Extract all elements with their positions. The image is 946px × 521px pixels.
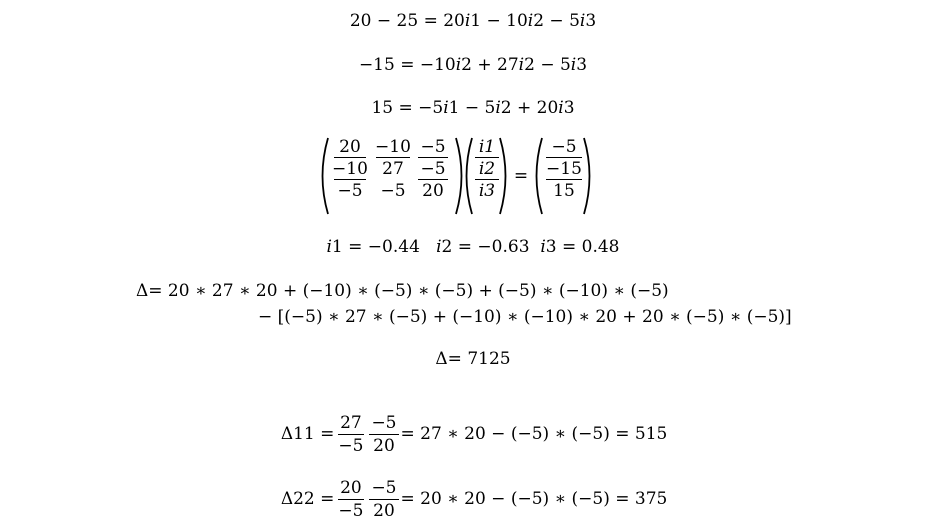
left-paren-icon (316, 136, 330, 216)
cell: −5 (338, 436, 364, 456)
solution-line: 𝑖1 = −0.44 𝑖2 = −0.63 𝑖3 = 0.48 (326, 237, 620, 257)
delta-expansion-line-1: Δ= 20 ∗ 27 ∗ 20 + (−10) ∗ (−5) ∗ (−5) + (−5) ∗ (−10) ∗ (−5) (136, 281, 669, 301)
left-paren-icon (530, 136, 544, 216)
rhs-value: −15 (546, 159, 582, 179)
delta11-label: Δ11 = (280, 424, 335, 444)
delta22-col2 (369, 478, 398, 521)
cell: −5 (371, 413, 397, 433)
matrix-equation (316, 136, 598, 216)
cell: 20 (373, 436, 395, 456)
right-paren-icon (582, 136, 596, 216)
delta-value: Δ= 7125 (435, 349, 511, 369)
delta11-col2 (369, 413, 398, 456)
vector-var: 𝑖3 (478, 181, 496, 201)
equation-1: 20 − 25 = 20𝑖1 − 10𝑖2 − 5𝑖3 (349, 11, 597, 31)
cell: −5 (371, 478, 397, 498)
cell: 20 (340, 478, 362, 498)
cell: −5 (338, 501, 364, 521)
vector-var: 𝑖2 (478, 159, 496, 179)
delta22-label: Δ22 = (280, 489, 335, 509)
matrix-cell: 20 (422, 181, 444, 201)
matrix-cell: −5 (337, 181, 363, 201)
rhs-value: 15 (553, 181, 575, 201)
matrix-cell: −10 (375, 137, 411, 157)
cell: 20 (373, 501, 395, 521)
rhs-value: −5 (551, 137, 577, 157)
matrix-cell: −5 (420, 159, 446, 179)
delta11-result: = 27 ∗ 20 − (−5) ∗ (−5) = 515 (400, 424, 668, 444)
matrix-cell: 20 (339, 137, 361, 157)
matrix-cell: −10 (332, 159, 368, 179)
delta22-result: = 20 ∗ 20 − (−5) ∗ (−5) = 375 (400, 489, 668, 509)
matrix-cell: −5 (420, 137, 446, 157)
equation-3: 15 = −5𝑖1 − 5𝑖2 + 20𝑖3 (371, 98, 575, 118)
equation-2: −15 = −10𝑖2 + 27𝑖2 − 5𝑖3 (358, 55, 588, 75)
cell: 27 (340, 413, 362, 433)
delta22-col1 (336, 478, 365, 521)
delta11-col1 (336, 413, 365, 456)
delta11-row (270, 393, 667, 456)
matrix-cell: −5 (380, 181, 406, 201)
equals-sign: = (513, 166, 529, 186)
vector-var: 𝑖1 (478, 137, 496, 157)
right-paren-icon (498, 136, 512, 216)
matrix-cell: 27 (382, 159, 404, 179)
delta-expansion-line-2: − [(−5) ∗ 27 ∗ (−5) + (−10) ∗ (−10) ∗ 20 + 20 ∗ (−5) ∗ (−5)] (258, 307, 792, 327)
